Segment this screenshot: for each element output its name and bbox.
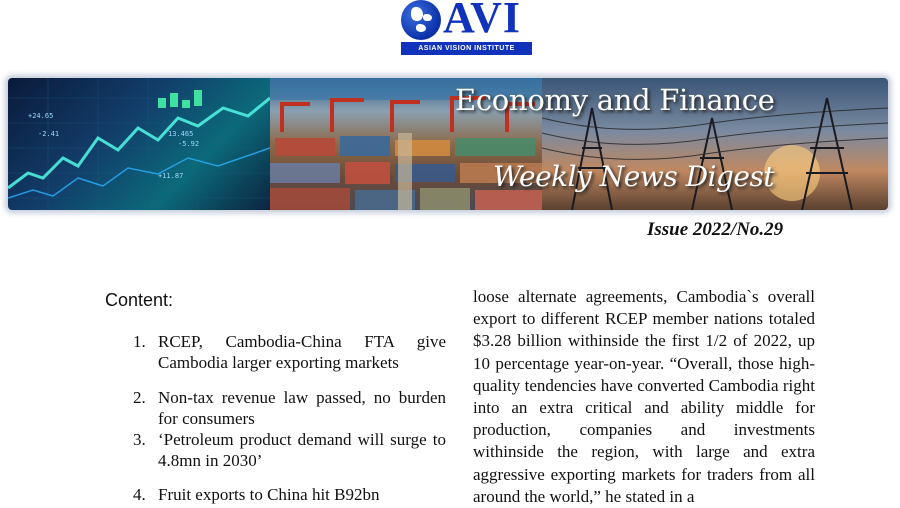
- item-number: 1.: [133, 332, 146, 351]
- contents-heading: Content:: [105, 290, 174, 310]
- banner-subtitle: Weekly News Digest: [493, 160, 775, 193]
- globe-icon: [401, 0, 441, 40]
- item-title: RCEP, Cambodia-China FTA give Cambodia larger exporting markets: [158, 332, 446, 372]
- item-title: Fruit exports to China hit B92bn: [158, 485, 380, 504]
- item-number: 2.: [133, 388, 146, 407]
- article-paragraph: loose alternate agreements, Cambodia`s overall export to different RCEP member nations totaled $3.28 billion withinside the first 1/2 of 2022, up 10 percentage year-on-year. “Overall, those high-quality tendencies have converted Cambodia right into an extra critical and ability middle for production, companies and investments withinside the region, with large and extra aggressive exporting markets for traders from all around the world,” he stated in a: [473, 287, 815, 506]
- item-number: 4.: [133, 485, 146, 504]
- svg-text:-2.41: -2.41: [38, 130, 60, 138]
- svg-text:+11.87: +11.87: [158, 172, 184, 180]
- stock-chart-image: [8, 78, 270, 210]
- svg-text:+24.65: +24.65: [28, 112, 54, 120]
- logo-wordmark: AVI: [443, 0, 522, 42]
- item-title: Non-tax revenue law passed, no burden for consumers: [158, 388, 446, 428]
- item-title: ‘Petroleum product demand will surge to 4.8mn in 2030’: [158, 430, 446, 470]
- item-number: 3.: [133, 430, 146, 449]
- svg-text:13.465: 13.465: [168, 130, 194, 138]
- avi-logo: [401, 0, 535, 56]
- logo-tagline: ASIAN VISION INSTITUTE: [401, 42, 532, 55]
- article-body: [473, 286, 815, 508]
- banner-title: Economy and Finance: [455, 83, 775, 117]
- issue-number: Issue 2022/No.29: [647, 219, 784, 240]
- svg-text:-5.92: -5.92: [178, 140, 200, 148]
